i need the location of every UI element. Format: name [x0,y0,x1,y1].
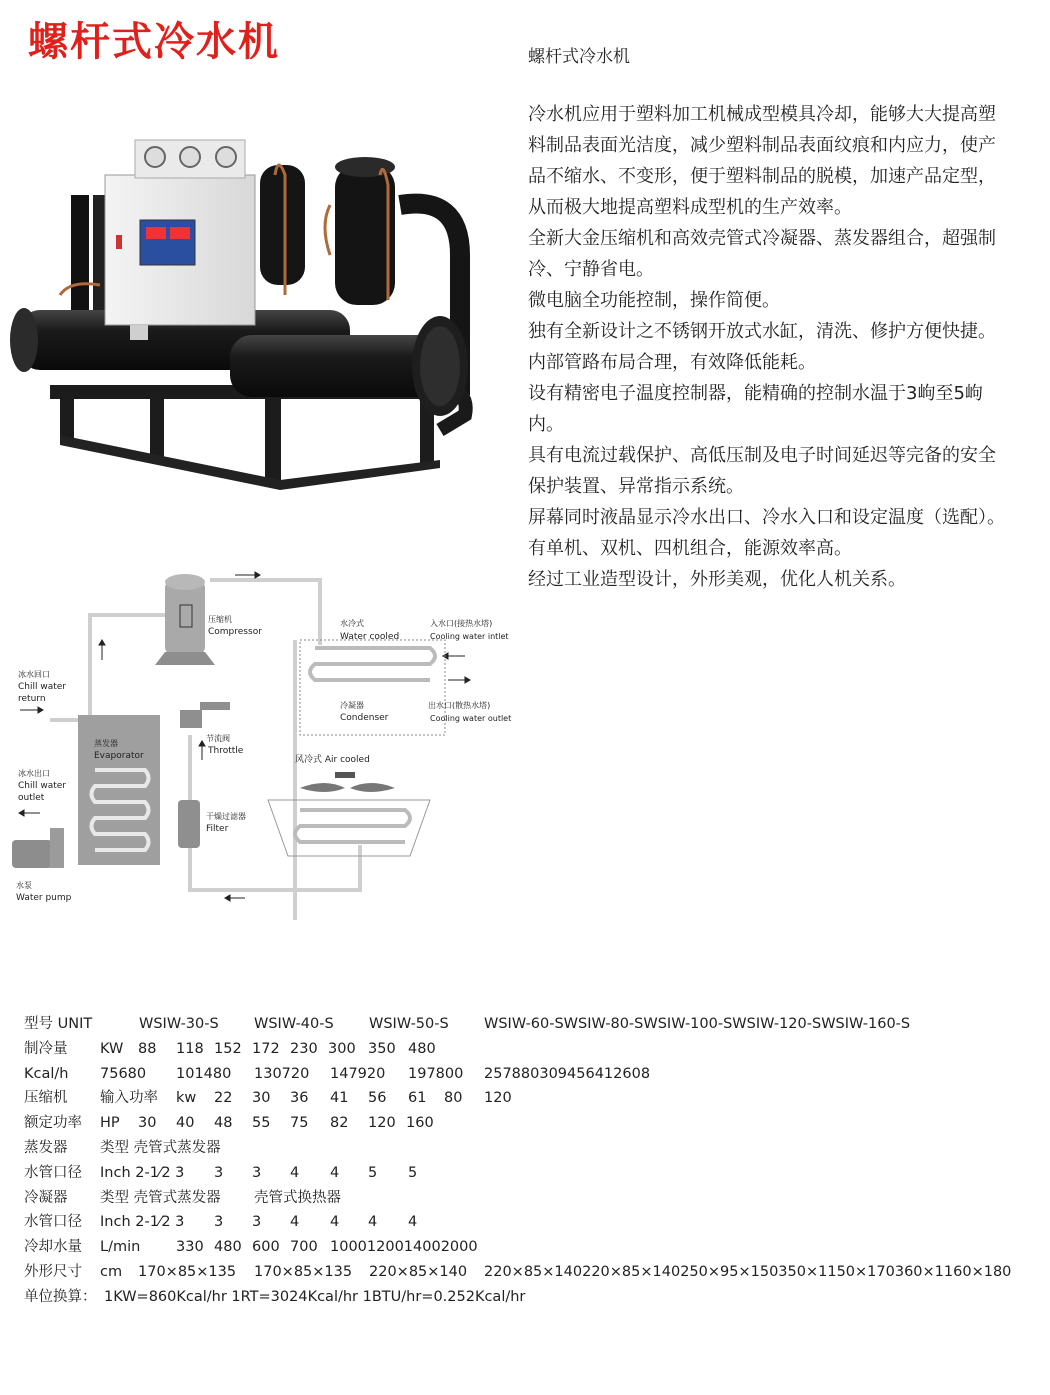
compressor-label-en: Compressor [208,627,262,637]
table-cell: 4 [290,1214,300,1231]
page-title: 螺杆式冷水机 [28,19,280,65]
table-cell: 5 [408,1164,418,1181]
table-cell: 172 [252,1040,280,1057]
table-row [24,1186,1034,1211]
row-label: 水管口径 [24,1214,82,1231]
row-label: 额定功率 [24,1115,82,1132]
chill-outlet-label-en2: outlet [18,793,45,803]
table-cell: 170×85×135 [138,1263,237,1280]
table-cell: 220×85×140 [369,1263,468,1280]
description-paragraph: 具有电流过载保护、高低压制及电子时间延迟等完备的安全保护装置、异常指示系统。 [528,445,996,497]
table-cell: WSIW-60-SWSIW-80-SWSIW-100-SWSIW-120-SWSIW-160-S [484,1016,911,1032]
cooling-inlet-label-en: Cooling water intlet [430,632,509,641]
table-cell: 3 [252,1214,262,1231]
table-cell: 330 [176,1239,204,1256]
description-paragraph: 屏幕同时液晶显示冷水出口、冷水入口和设定温度（选配）。 [528,507,1005,528]
table-cell: 82 [330,1115,349,1132]
description [528,99,1008,595]
water-cooled-label-en: Water cooled [340,632,400,642]
chill-outlet-label-cn: 冰水出口 [18,769,50,778]
table-cell: kw [176,1090,197,1107]
table-cell: 40 [176,1115,195,1132]
table-cell: 75 [290,1115,309,1132]
table-cell: KW [100,1040,124,1057]
table-cell: 75680 [100,1065,147,1082]
pump-label-en: Water pump [16,893,72,903]
table-cell: 3 [214,1164,224,1181]
table-cell: 350 [368,1040,396,1057]
filter-label-cn: 干燥过滤器 [206,812,246,821]
condenser-label-cn: 冷凝器 [340,701,364,710]
table-cell: 80 [444,1090,463,1107]
table-row [24,1111,1034,1136]
table-cell: cm [100,1263,123,1280]
table-cell: L/min [100,1239,141,1256]
chiller-product-image [0,135,480,505]
product-subtitle: 螺杆式冷水机 [528,47,630,67]
pump-label-cn: 水泵 [16,881,32,890]
chill-return-label-en: Chill water [18,682,66,692]
description-paragraph: 设有精密电子温度控制器，能精确的控制水温于3岣至5岣内。 [528,383,983,435]
specs-table [24,1012,1034,1310]
table-cell: 4 [368,1214,378,1231]
table-cell: 56 [368,1090,387,1107]
cooling-outlet-label-cn: 出水口(散热水塔) [428,701,491,710]
refrigeration-cycle-diagram [10,560,520,920]
table-cell: 152 [214,1040,242,1057]
evaporator-label-en: Evaporator [94,751,144,761]
table-row [24,1062,1034,1087]
filter-label-en: Filter [206,824,229,834]
row-label: 冷凝器 [24,1189,68,1206]
table-row [24,1285,1034,1310]
description-paragraph: 冷水机应用于塑料加工机械成型模具冷却，能够大大提高塑料制品表面光洁度，减少塑料制品表面纹痕和内应力，使产品不缩水、不变形，便于塑料制品的脱模，加速产品定型，从而极大地提高塑料成型机的生产效率。 [528,104,996,218]
table-cell: 48 [214,1115,233,1132]
table-cell: Inch 2-1⁄2 3 [100,1214,185,1231]
row-label: 外形尺寸 [24,1263,82,1280]
table-cell: 4 [330,1214,340,1231]
chill-return-label-en2: return [18,694,46,704]
table-cell: 88 [138,1040,157,1057]
table-cell: 30 [138,1115,157,1132]
table-cell: 1000120014002000 [330,1239,478,1256]
table-row [24,1037,1034,1062]
table-cell: 61 [408,1090,427,1107]
cooling-outlet-label-en: Cooling water outlet [430,714,512,723]
table-cell: WSIW-50-S [369,1016,449,1032]
table-cell: 160 [406,1115,434,1132]
table-cell: 300 [328,1040,356,1057]
cooling-inlet-label-cn: 入水口(接热水塔) [430,619,493,628]
table-cell: 30 [252,1090,271,1107]
description-paragraph: 全新大金压缩机和高效壳管式冷凝器、蒸发器组合，超强制冷、宁静省电。 [528,228,996,280]
table-cell: 480 [408,1040,436,1057]
row-label: 冷却水量 [24,1239,82,1256]
chill-return-label-cn: 冰水回口 [18,670,50,679]
chill-outlet-label-en: Chill water [18,781,66,791]
table-cell: 类型 壳管式蒸发器 [100,1189,221,1206]
table-cell: 197800 [408,1065,464,1082]
description-paragraph: 有单机、双机、四机组合，能源效率高。 [528,538,852,559]
evaporator-label-cn: 蒸发器 [94,739,118,748]
row-label: 压缩机 [24,1090,68,1107]
table-row [24,1235,1034,1260]
table-cell: 壳管式换热器 [254,1189,341,1206]
table-cell: WSIW-40-S [254,1016,334,1032]
table-cell: WSIW-30-S [139,1016,219,1032]
table-cell: 4 [330,1164,340,1181]
table-cell: 230 [290,1040,318,1057]
row-label: 水管口径 [24,1164,82,1181]
table-row [24,1136,1034,1161]
description-paragraph: 独有全新设计之不锈钢开放式水缸，清洗、修护方便快捷。 [528,321,996,342]
description-paragraph: 内部管路布局合理，有效降低能耗。 [528,352,816,373]
table-cell: 130720 [254,1065,310,1082]
table-cell: 600 [252,1239,280,1256]
table-row [24,1260,1034,1285]
table-cell: 3 [252,1164,262,1181]
table-cell: 700 [290,1239,318,1256]
table-cell: 147920 [330,1065,386,1082]
row-label: Kcal/h [24,1065,69,1082]
table-cell: 120 [368,1115,396,1132]
table-cell: 类型 壳管式蒸发器 [100,1139,221,1156]
water-cooled-label-cn: 水冷式 [340,619,364,628]
table-cell: 36 [290,1090,309,1107]
table-cell: 120 [484,1090,512,1107]
table-cell: 输入功率 [100,1090,158,1107]
table-cell: 480 [214,1239,242,1256]
row-label: 型号 UNIT [24,1016,93,1032]
table-cell: 4 [408,1214,418,1231]
row-label: 制冷量 [24,1040,68,1057]
row-label: 蒸发器 [24,1139,68,1156]
condenser-label-en: Condenser [340,713,389,723]
table-cell: 257880309456412608 [484,1065,651,1082]
table-cell: 220×85×140220×85×140250×95×150350×1150×170360×1160×180 [484,1263,1012,1280]
table-cell: 101480 [176,1065,232,1082]
table-cell: 4 [290,1164,300,1181]
table-cell: 55 [252,1115,271,1132]
compressor-label-cn: 压缩机 [208,615,232,624]
description-paragraph: 微电脑全功能控制，操作简便。 [528,290,780,311]
row-label: 单位换算： [24,1288,97,1305]
table-cell: 22 [214,1090,233,1107]
table-cell: 41 [330,1090,349,1107]
table-cell: 170×85×135 [254,1263,353,1280]
description-paragraph: 经过工业造型设计，外形美观，优化人机关系。 [528,569,906,590]
table-cell: HP [100,1115,120,1132]
table-row [24,1210,1034,1235]
air-cooled-label: 风冷式 Air cooled [295,755,370,765]
table-cell: 5 [368,1164,378,1181]
throttle-label-cn: 节流阀 [206,734,230,743]
table-cell: 118 [176,1040,204,1057]
table-cell: 3 [214,1214,224,1231]
table-cell: Inch 2-1⁄2 3 [100,1164,185,1181]
table-row [24,1012,1034,1037]
table-cell: 1KW=860Kcal/hr 1RT=3024Kcal/hr 1BTU/hr=0.252Kcal/hr [104,1288,526,1305]
table-row [24,1086,1034,1111]
throttle-label-en: Throttle [208,746,244,756]
table-row [24,1161,1034,1186]
